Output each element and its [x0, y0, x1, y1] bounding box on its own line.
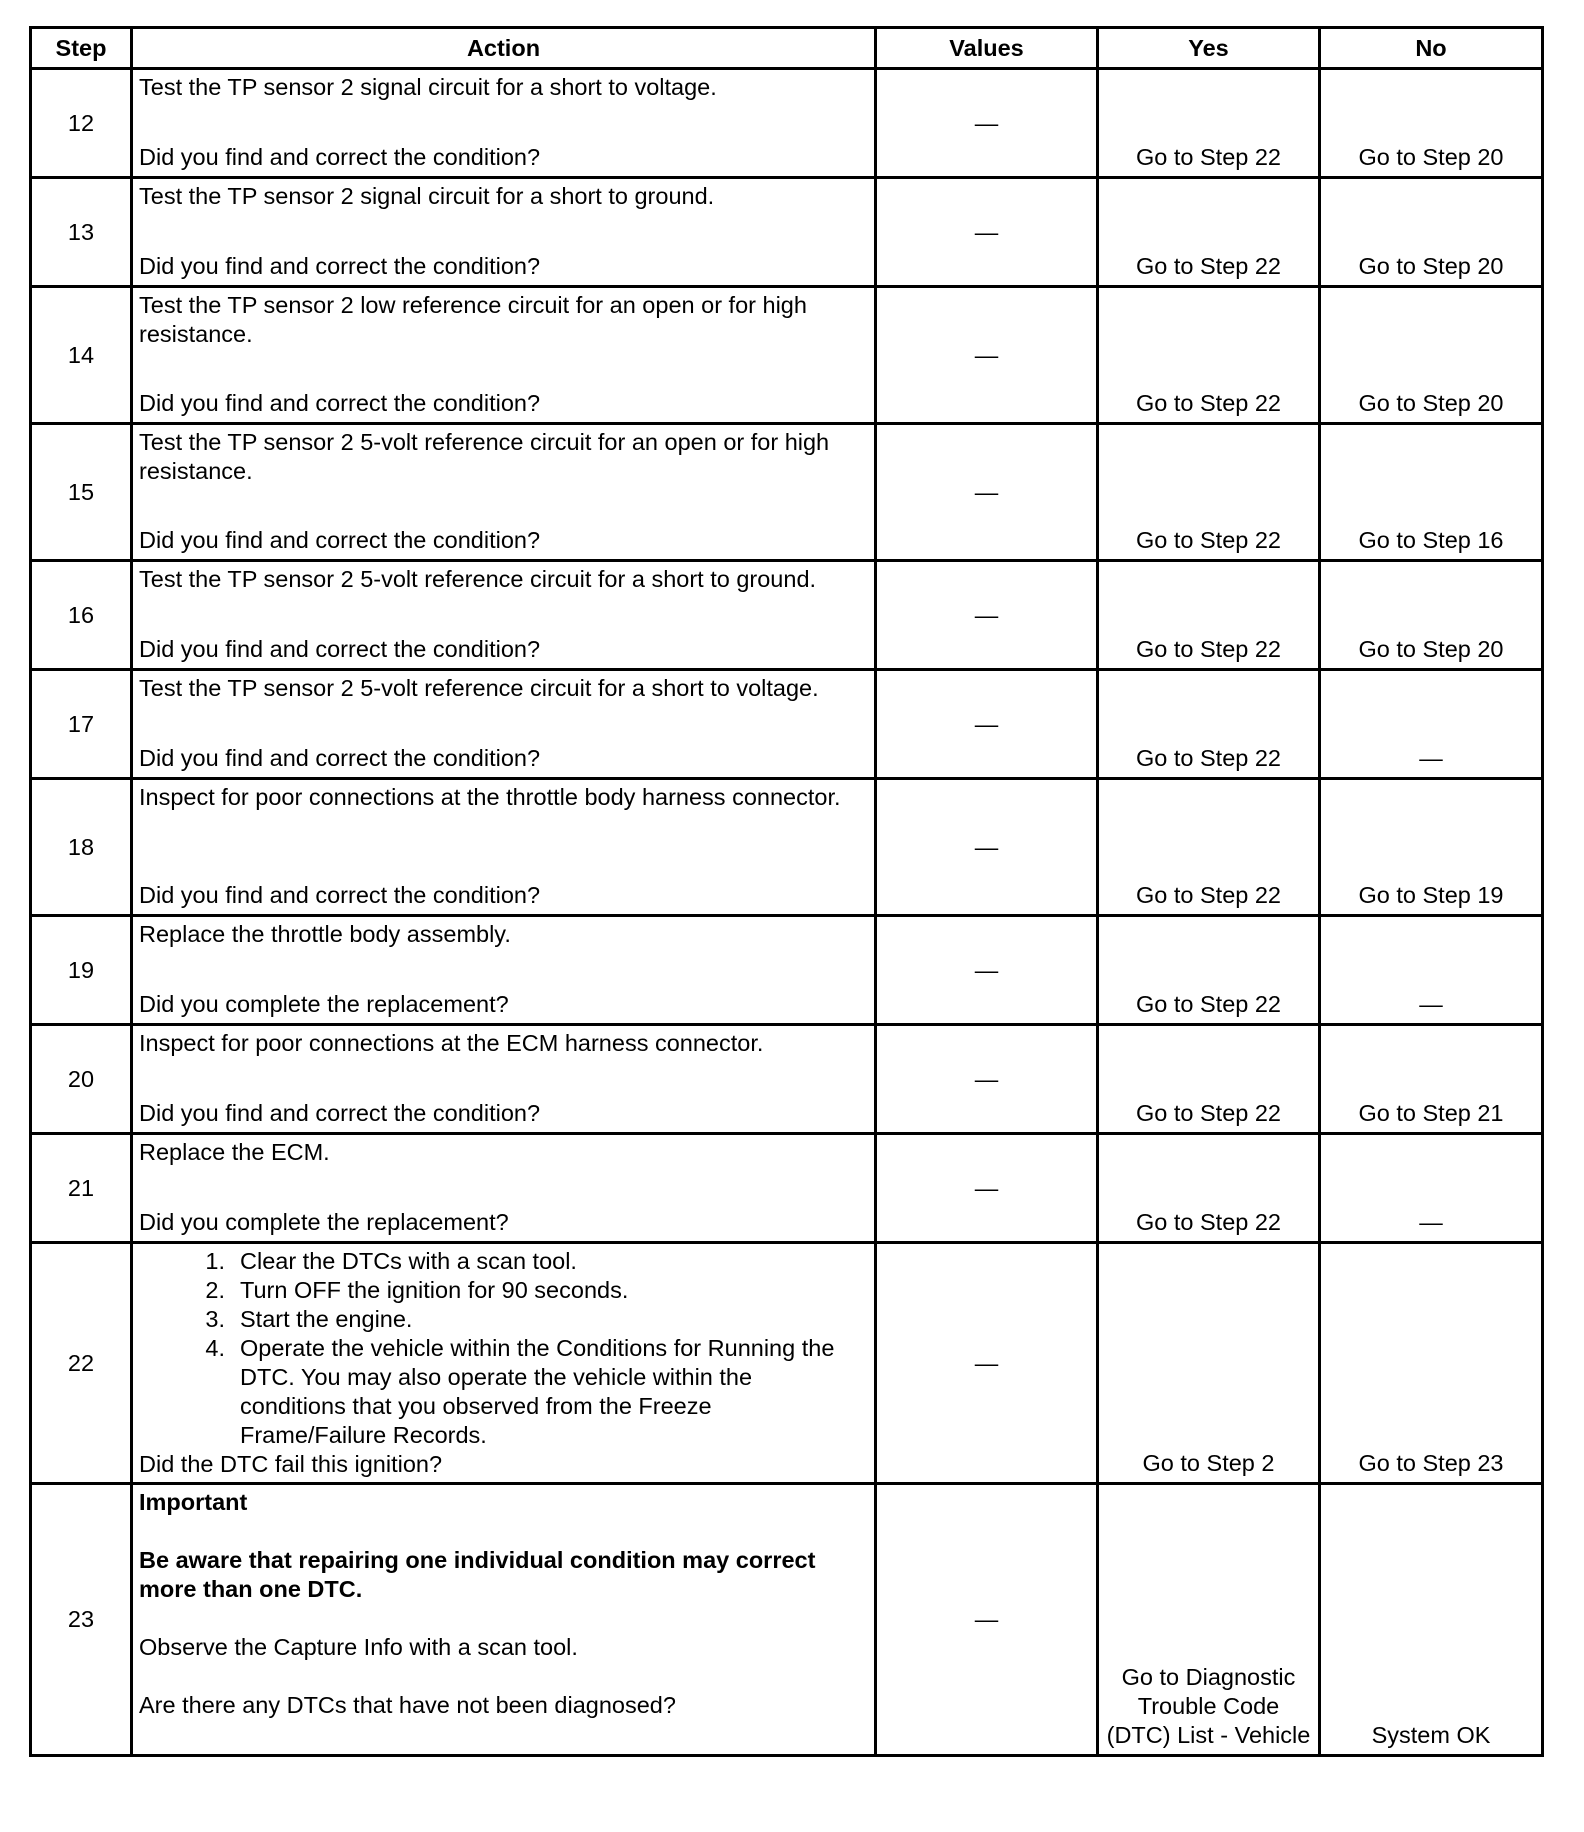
- header-row: [31, 28, 1543, 69]
- action-cell: [132, 1025, 876, 1134]
- values-cell: —: [876, 287, 1098, 424]
- table-row: [31, 287, 1543, 424]
- action-text: Observe the Capture Info with a scan tool.: [139, 1634, 578, 1660]
- no-cell: Go to Step 20: [1320, 287, 1543, 424]
- action-question: Did you find and correct the condition?: [139, 253, 541, 279]
- values-cell: —: [876, 1484, 1098, 1756]
- table-row: [31, 561, 1543, 670]
- header-step: Step: [31, 28, 132, 69]
- diagnostic-table: [29, 26, 1544, 1757]
- procedure-list: [139, 1247, 868, 1450]
- yes-cell: Go to Step 22: [1098, 424, 1320, 561]
- action-cell: [132, 1134, 876, 1243]
- header-yes: Yes: [1098, 28, 1320, 69]
- action-question: Did you complete the replacement?: [139, 991, 509, 1017]
- yes-cell: Go to Diagnostic Trouble Code (DTC) List - Vehicle: [1098, 1484, 1320, 1756]
- action-question: Did you find and correct the condition?: [139, 882, 541, 908]
- table-row: [31, 69, 1543, 178]
- action-text: Inspect for poor connections at the throttle body harness connector.: [139, 784, 841, 810]
- no-cell: Go to Step 20: [1320, 561, 1543, 670]
- values-cell: —: [876, 69, 1098, 178]
- step-number: 13: [31, 178, 132, 287]
- action-question: Did you find and correct the condition?: [139, 144, 541, 170]
- header-action: Action: [132, 28, 876, 69]
- step-number: 16: [31, 561, 132, 670]
- no-cell: —: [1320, 1134, 1543, 1243]
- no-cell: Go to Step 20: [1320, 178, 1543, 287]
- action-text: Test the TP sensor 2 signal circuit for a short to ground.: [139, 183, 715, 209]
- step-number: 12: [31, 69, 132, 178]
- action-cell: [132, 561, 876, 670]
- step-number: 21: [31, 1134, 132, 1243]
- list-item: 3. Start the engine.: [205, 1306, 413, 1332]
- action-text: Test the TP sensor 2 5-volt reference circuit for an open or for high resistance.: [139, 429, 830, 484]
- yes-cell: Go to Step 22: [1098, 779, 1320, 916]
- action-text: Replace the throttle body assembly.: [139, 921, 511, 947]
- values-cell: —: [876, 1134, 1098, 1243]
- action-cell: [132, 1243, 876, 1484]
- no-cell: System OK: [1320, 1484, 1543, 1756]
- step-number: 23: [31, 1484, 132, 1756]
- header-values: Values: [876, 28, 1098, 69]
- important-text: Be aware that repairing one individual condition may correct more than one DTC.: [139, 1547, 816, 1602]
- yes-cell: Go to Step 22: [1098, 178, 1320, 287]
- values-cell: —: [876, 178, 1098, 287]
- action-question: Did you find and correct the condition?: [139, 636, 541, 662]
- action-text: Inspect for poor connections at the ECM harness connector.: [139, 1030, 764, 1056]
- step-number: 19: [31, 916, 132, 1025]
- table-row-step-22: [31, 1243, 1543, 1484]
- values-cell: —: [876, 670, 1098, 779]
- yes-cell: Go to Step 22: [1098, 1134, 1320, 1243]
- action-question: Did you complete the replacement?: [139, 1209, 509, 1235]
- table-row: [31, 178, 1543, 287]
- step-number: 17: [31, 670, 132, 779]
- step-number: 22: [31, 1243, 132, 1484]
- yes-cell: Go to Step 22: [1098, 69, 1320, 178]
- values-cell: —: [876, 916, 1098, 1025]
- action-question: Did you find and correct the condition?: [139, 745, 541, 771]
- list-item: 1. Clear the DTCs with a scan tool.: [205, 1248, 577, 1274]
- table-row: [31, 1025, 1543, 1134]
- action-question: Are there any DTCs that have not been diagnosed?: [139, 1692, 676, 1718]
- action-question: Did the DTC fail this ignition?: [139, 1451, 443, 1477]
- action-text: Test the TP sensor 2 low reference circuit for an open or for high resistance.: [139, 292, 807, 347]
- action-cell: [132, 670, 876, 779]
- list-item: 2. Turn OFF the ignition for 90 seconds.: [205, 1277, 629, 1303]
- action-text: Replace the ECM.: [139, 1139, 330, 1165]
- table-row: [31, 1134, 1543, 1243]
- step-number: 20: [31, 1025, 132, 1134]
- step-number: 14: [31, 287, 132, 424]
- yes-cell: Go to Step 22: [1098, 287, 1320, 424]
- values-cell: —: [876, 424, 1098, 561]
- table-row-step-23: [31, 1484, 1543, 1756]
- important-title: Important: [139, 1489, 248, 1515]
- list-item: 4. Operate the vehicle within the Conditions for Running the DTC. You may also operate the vehicle within the conditions that you observed from the Freeze Frame/Failure Records.: [205, 1335, 835, 1448]
- yes-cell: Go to Step 22: [1098, 916, 1320, 1025]
- action-cell: [132, 178, 876, 287]
- action-cell: [132, 69, 876, 178]
- table-row: [31, 670, 1543, 779]
- values-cell: —: [876, 1243, 1098, 1484]
- step-number: 15: [31, 424, 132, 561]
- action-question: Did you find and correct the condition?: [139, 527, 541, 553]
- no-cell: —: [1320, 916, 1543, 1025]
- no-cell: Go to Step 20: [1320, 69, 1543, 178]
- values-cell: —: [876, 561, 1098, 670]
- yes-cell: Go to Step 22: [1098, 670, 1320, 779]
- values-cell: —: [876, 1025, 1098, 1134]
- yes-cell: Go to Step 22: [1098, 561, 1320, 670]
- table-row: [31, 779, 1543, 916]
- action-cell: [132, 1484, 876, 1756]
- yes-cell: Go to Step 2: [1098, 1243, 1320, 1484]
- no-cell: Go to Step 19: [1320, 779, 1543, 916]
- no-cell: Go to Step 23: [1320, 1243, 1543, 1484]
- table-row: [31, 424, 1543, 561]
- action-question: Did you find and correct the condition?: [139, 390, 541, 416]
- values-cell: —: [876, 779, 1098, 916]
- header-no: No: [1320, 28, 1543, 69]
- action-cell: [132, 916, 876, 1025]
- no-cell: —: [1320, 670, 1543, 779]
- no-cell: Go to Step 21: [1320, 1025, 1543, 1134]
- action-text: Test the TP sensor 2 5-volt reference circuit for a short to voltage.: [139, 675, 819, 701]
- no-cell: Go to Step 16: [1320, 424, 1543, 561]
- action-cell: [132, 779, 876, 916]
- action-question: Did you find and correct the condition?: [139, 1100, 541, 1126]
- yes-cell: Go to Step 22: [1098, 1025, 1320, 1134]
- action-text: Test the TP sensor 2 signal circuit for a short to voltage.: [139, 74, 717, 100]
- step-number: 18: [31, 779, 132, 916]
- action-cell: [132, 424, 876, 561]
- table-row: [31, 916, 1543, 1025]
- action-text: Test the TP sensor 2 5-volt reference circuit for a short to ground.: [139, 566, 817, 592]
- action-cell: [132, 287, 876, 424]
